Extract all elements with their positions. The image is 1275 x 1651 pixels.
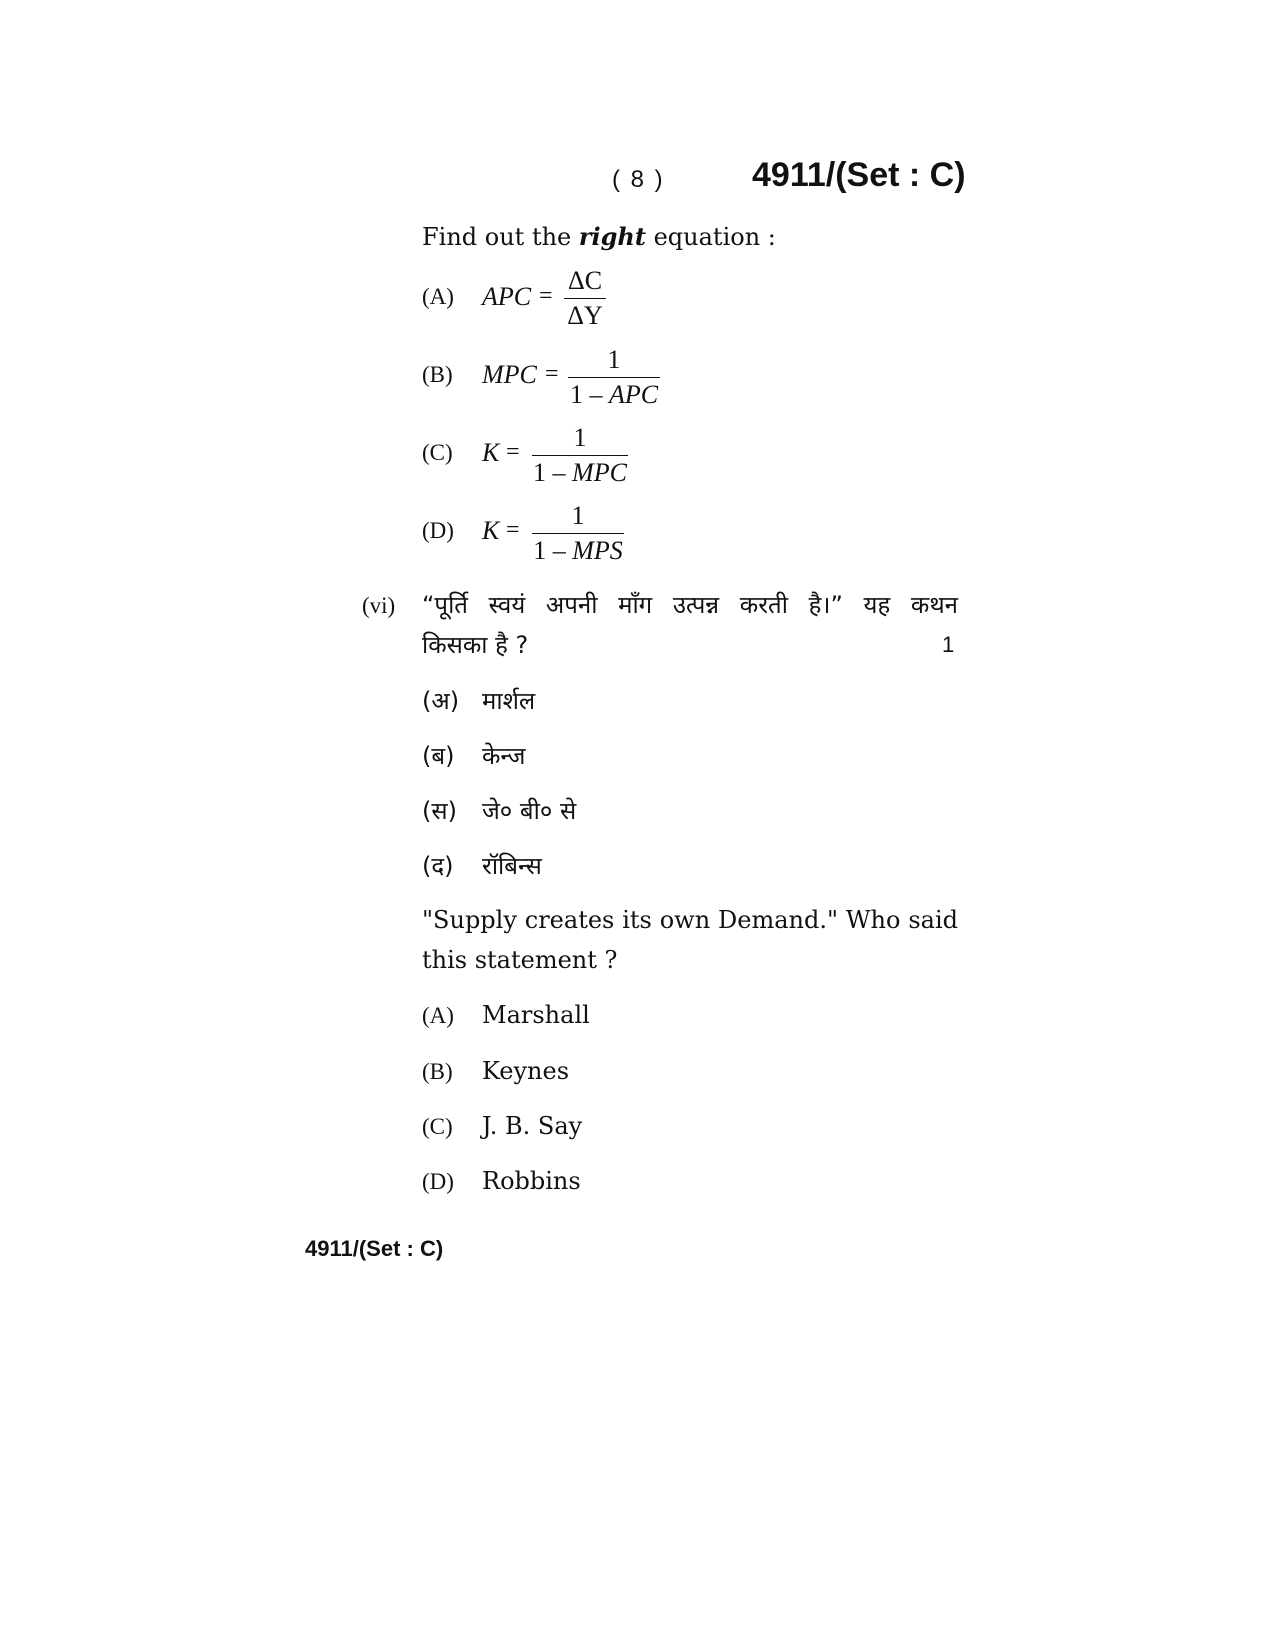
paper-code-header: 4911/(Set : C) <box>752 156 966 194</box>
english-question-line-2: this statement ? <box>422 946 618 974</box>
english-option-d-text: Robbins <box>482 1167 581 1195</box>
option-a-label: (A) <box>422 284 454 309</box>
hindi-option-d-text: रॉबिन्स <box>482 852 542 880</box>
question-number: (vi) <box>362 593 396 618</box>
english-question-line-1: "Supply creates its own Demand." Who said <box>422 906 958 934</box>
option-a-numerator: ΔC <box>567 266 603 295</box>
option-d-lhs: K <box>482 516 500 545</box>
fraction-bar <box>532 455 628 456</box>
option-a-denominator: ΔY <box>567 301 603 330</box>
english-option-b-text: Keynes <box>482 1057 570 1085</box>
prompt-suffix: equation : <box>645 223 776 251</box>
equals-sign: = <box>539 283 553 309</box>
option-d-fraction <box>532 501 624 566</box>
equals-sign: = <box>506 517 520 543</box>
option-c-numerator: 1 <box>573 423 587 452</box>
prompt-prefix: Find out the <box>422 223 579 251</box>
option-b-numerator: 1 <box>607 345 621 374</box>
hindi-option-b-label: (ब) <box>422 742 455 770</box>
english-option-a-label: (A) <box>422 1003 454 1028</box>
question-prompt <box>422 222 776 251</box>
hindi-option-d-label: (द) <box>422 852 454 880</box>
option-c-denominator: 1 – MPC <box>533 458 627 487</box>
option-a-lhs: APC <box>482 282 532 311</box>
option-d-numerator: 1 <box>571 501 585 530</box>
hindi-question-line-1: “पूर्ति स्वयं अपनी माँग उत्पन्न करती है।” यह कथन <box>422 591 958 619</box>
hindi-option-a-label: (अ) <box>422 687 460 715</box>
hindi-option-a-text: मार्शल <box>482 687 536 715</box>
fraction-bar <box>532 533 624 534</box>
option-d-denominator: 1 – MPS <box>533 536 623 565</box>
fraction-bar <box>564 298 606 299</box>
option-d-label: (D) <box>422 518 454 543</box>
english-option-b-label: (B) <box>422 1059 453 1084</box>
option-b-denominator: 1 – APC <box>569 380 659 409</box>
option-c-label: (C) <box>422 440 453 465</box>
hindi-option-b-text: केन्ज <box>482 742 526 770</box>
option-b-label: (B) <box>422 362 453 387</box>
option-b-fraction <box>568 345 660 410</box>
hindi-option-c-text: जे० बी० से <box>482 797 577 825</box>
hindi-question-line-2: किसका है ? <box>422 631 529 659</box>
equals-sign: = <box>545 361 559 387</box>
english-option-a-text: Marshall <box>482 1001 590 1029</box>
page-number: ( 8 ) <box>612 166 665 193</box>
marks: 1 <box>942 632 955 657</box>
option-a-fraction <box>564 266 606 331</box>
english-option-c-label: (C) <box>422 1114 453 1139</box>
equals-sign: = <box>506 439 520 465</box>
option-c-lhs: K <box>482 438 500 467</box>
hindi-option-c-label: (स) <box>422 797 457 825</box>
fraction-bar <box>568 377 660 378</box>
option-b-lhs: MPC <box>482 360 537 389</box>
english-option-c-text: J. B. Say <box>482 1112 583 1140</box>
english-option-d-label: (D) <box>422 1169 454 1194</box>
paper-code-footer: 4911/(Set : C) <box>305 1236 444 1261</box>
prompt-emphasis: right <box>578 222 646 251</box>
option-c-fraction <box>532 423 628 488</box>
